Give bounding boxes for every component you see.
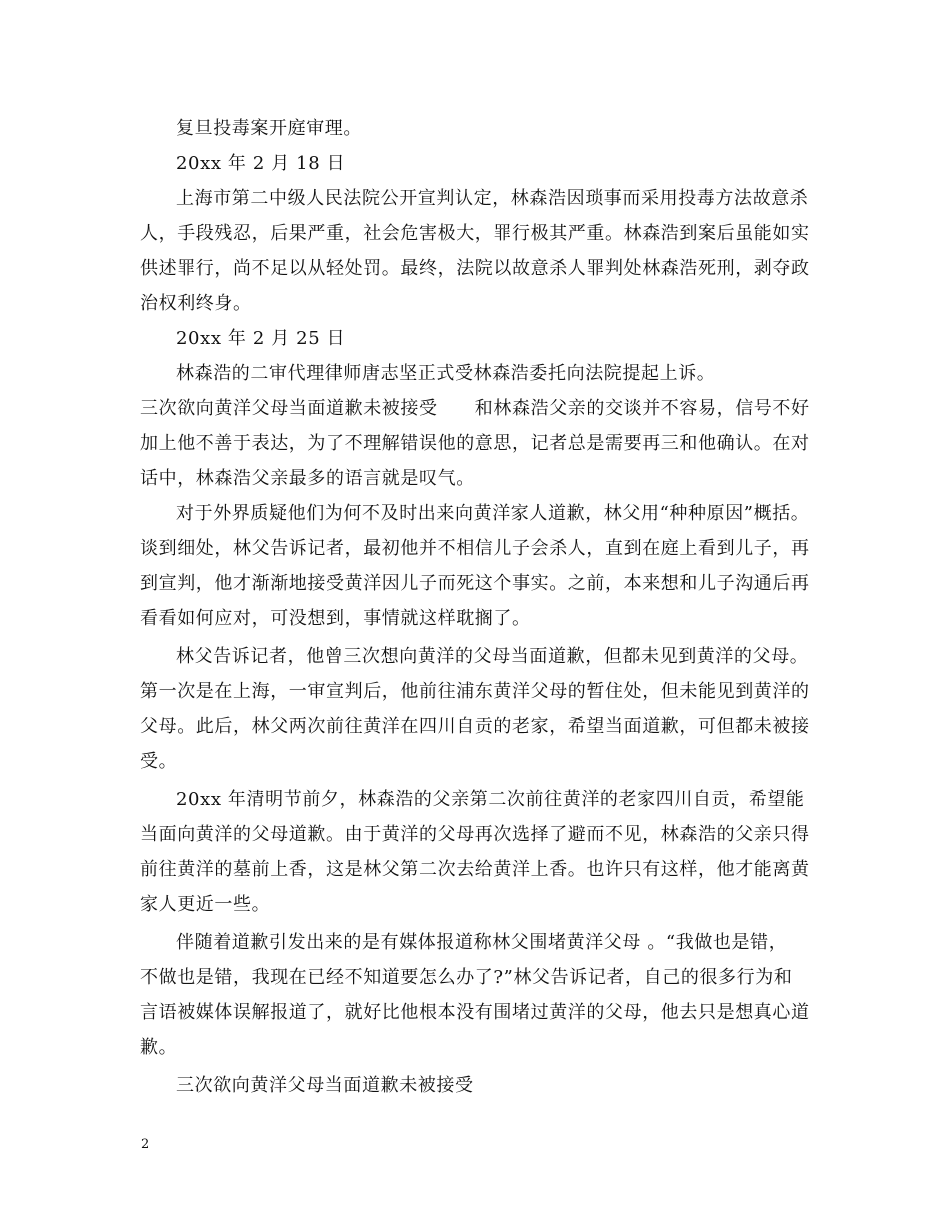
text-line: 三次欲向黄洋父母当面道歉未被接受 和林森浩父亲的交谈并不容易，信号不好 [140,398,810,419]
text-line: 治权利终身。 [140,293,252,314]
text-line: 伴随着道歉引发出来的是有媒体报道称林父围堵黄洋父母 。“我做也是错， [176,932,788,953]
page-number: 2 [141,1137,150,1152]
text-line: 上海市第二中级人民法院公开宣判认定，林森浩因琐事而采用投毒方法故意杀 [176,188,809,209]
text-line: 供述罪行，尚不足以从轻处罚。最终，法院以故意杀人罪判处林森浩死刑，剥夺政 [140,258,810,279]
text-line: 加上他不善于表达，为了不理解错误他的意思，记者总是需要再三和他确认。在对 [140,433,810,454]
text-line: 林父告诉记者，他曾三次想向黄洋的父母当面道歉，但都未见到黄洋的父母。 [176,646,809,667]
text-line: 第一次是在上海，一审宣判后，他前往浦东黄洋父母的暂住处，但未能见到黄洋的 [140,681,810,702]
text-line: 复旦投毒案开庭审理。 [176,118,362,139]
text-line: 当面向黄洋的父母道歉。由于黄洋的父母再次选择了避而不见，林森浩的父亲只得 [140,824,810,845]
text-line: 到宣判，他才渐渐地接受黄洋因儿子而死这个事实。之前，本来想和儿子沟通后再 [140,573,810,594]
text-line: 父母。此后，林父两次前往黄洋在四川自贡的老家，希望当面道歉，可但都未被接 [140,716,810,737]
text-line: 看看如何应对，可没想到，事情就这样耽搁了。 [140,608,531,629]
date-line: 20xx 年 2 月 18 日 [176,153,346,174]
text-line: 不做也是错，我现在已经不知道要怎么办了?”林父告诉记者，自己的很多行为和 [140,967,793,988]
text-line: 家人更近一些。 [140,894,271,915]
text-line: 人，手段残忍，后果严重，社会危害极大，罪行极其严重。林森浩到案后虽能如实 [140,223,810,244]
text-line: 谈到细处，林父告诉记者，最初他并不相信儿子会杀人，直到在庭上看到儿子，再 [140,538,810,559]
text-line: 前往黄洋的墓前上香，这是林父第二次去给黄洋上香。也许只有这样，他才能离黄 [140,859,810,880]
text-line: 20xx 年清明节前夕，林森浩的父亲第二次前往黄洋的老家四川自贡，希望能 [176,789,805,810]
text-line: 林森浩的二审代理律师唐志坚正式受林森浩委托向法院提起上诉。 [176,363,716,384]
text-line: 受。 [140,751,178,772]
section-heading: 三次欲向黄洋父母当面道歉未被接受 [176,1075,474,1096]
text-line: 歉。 [140,1037,178,1058]
text-line: 对于外界质疑他们为何不及时出来向黄洋家人道歉，林父用“种种原因”概括。 [176,503,810,524]
date-line: 20xx 年 2 月 25 日 [176,328,346,349]
text-line: 话中，林森浩父亲最多的语言就是叹气。 [140,468,475,489]
text-line: 言语被媒体误解报道了，就好比他根本没有围堵过黄洋的父母，他去只是想真心道 [140,1002,810,1023]
